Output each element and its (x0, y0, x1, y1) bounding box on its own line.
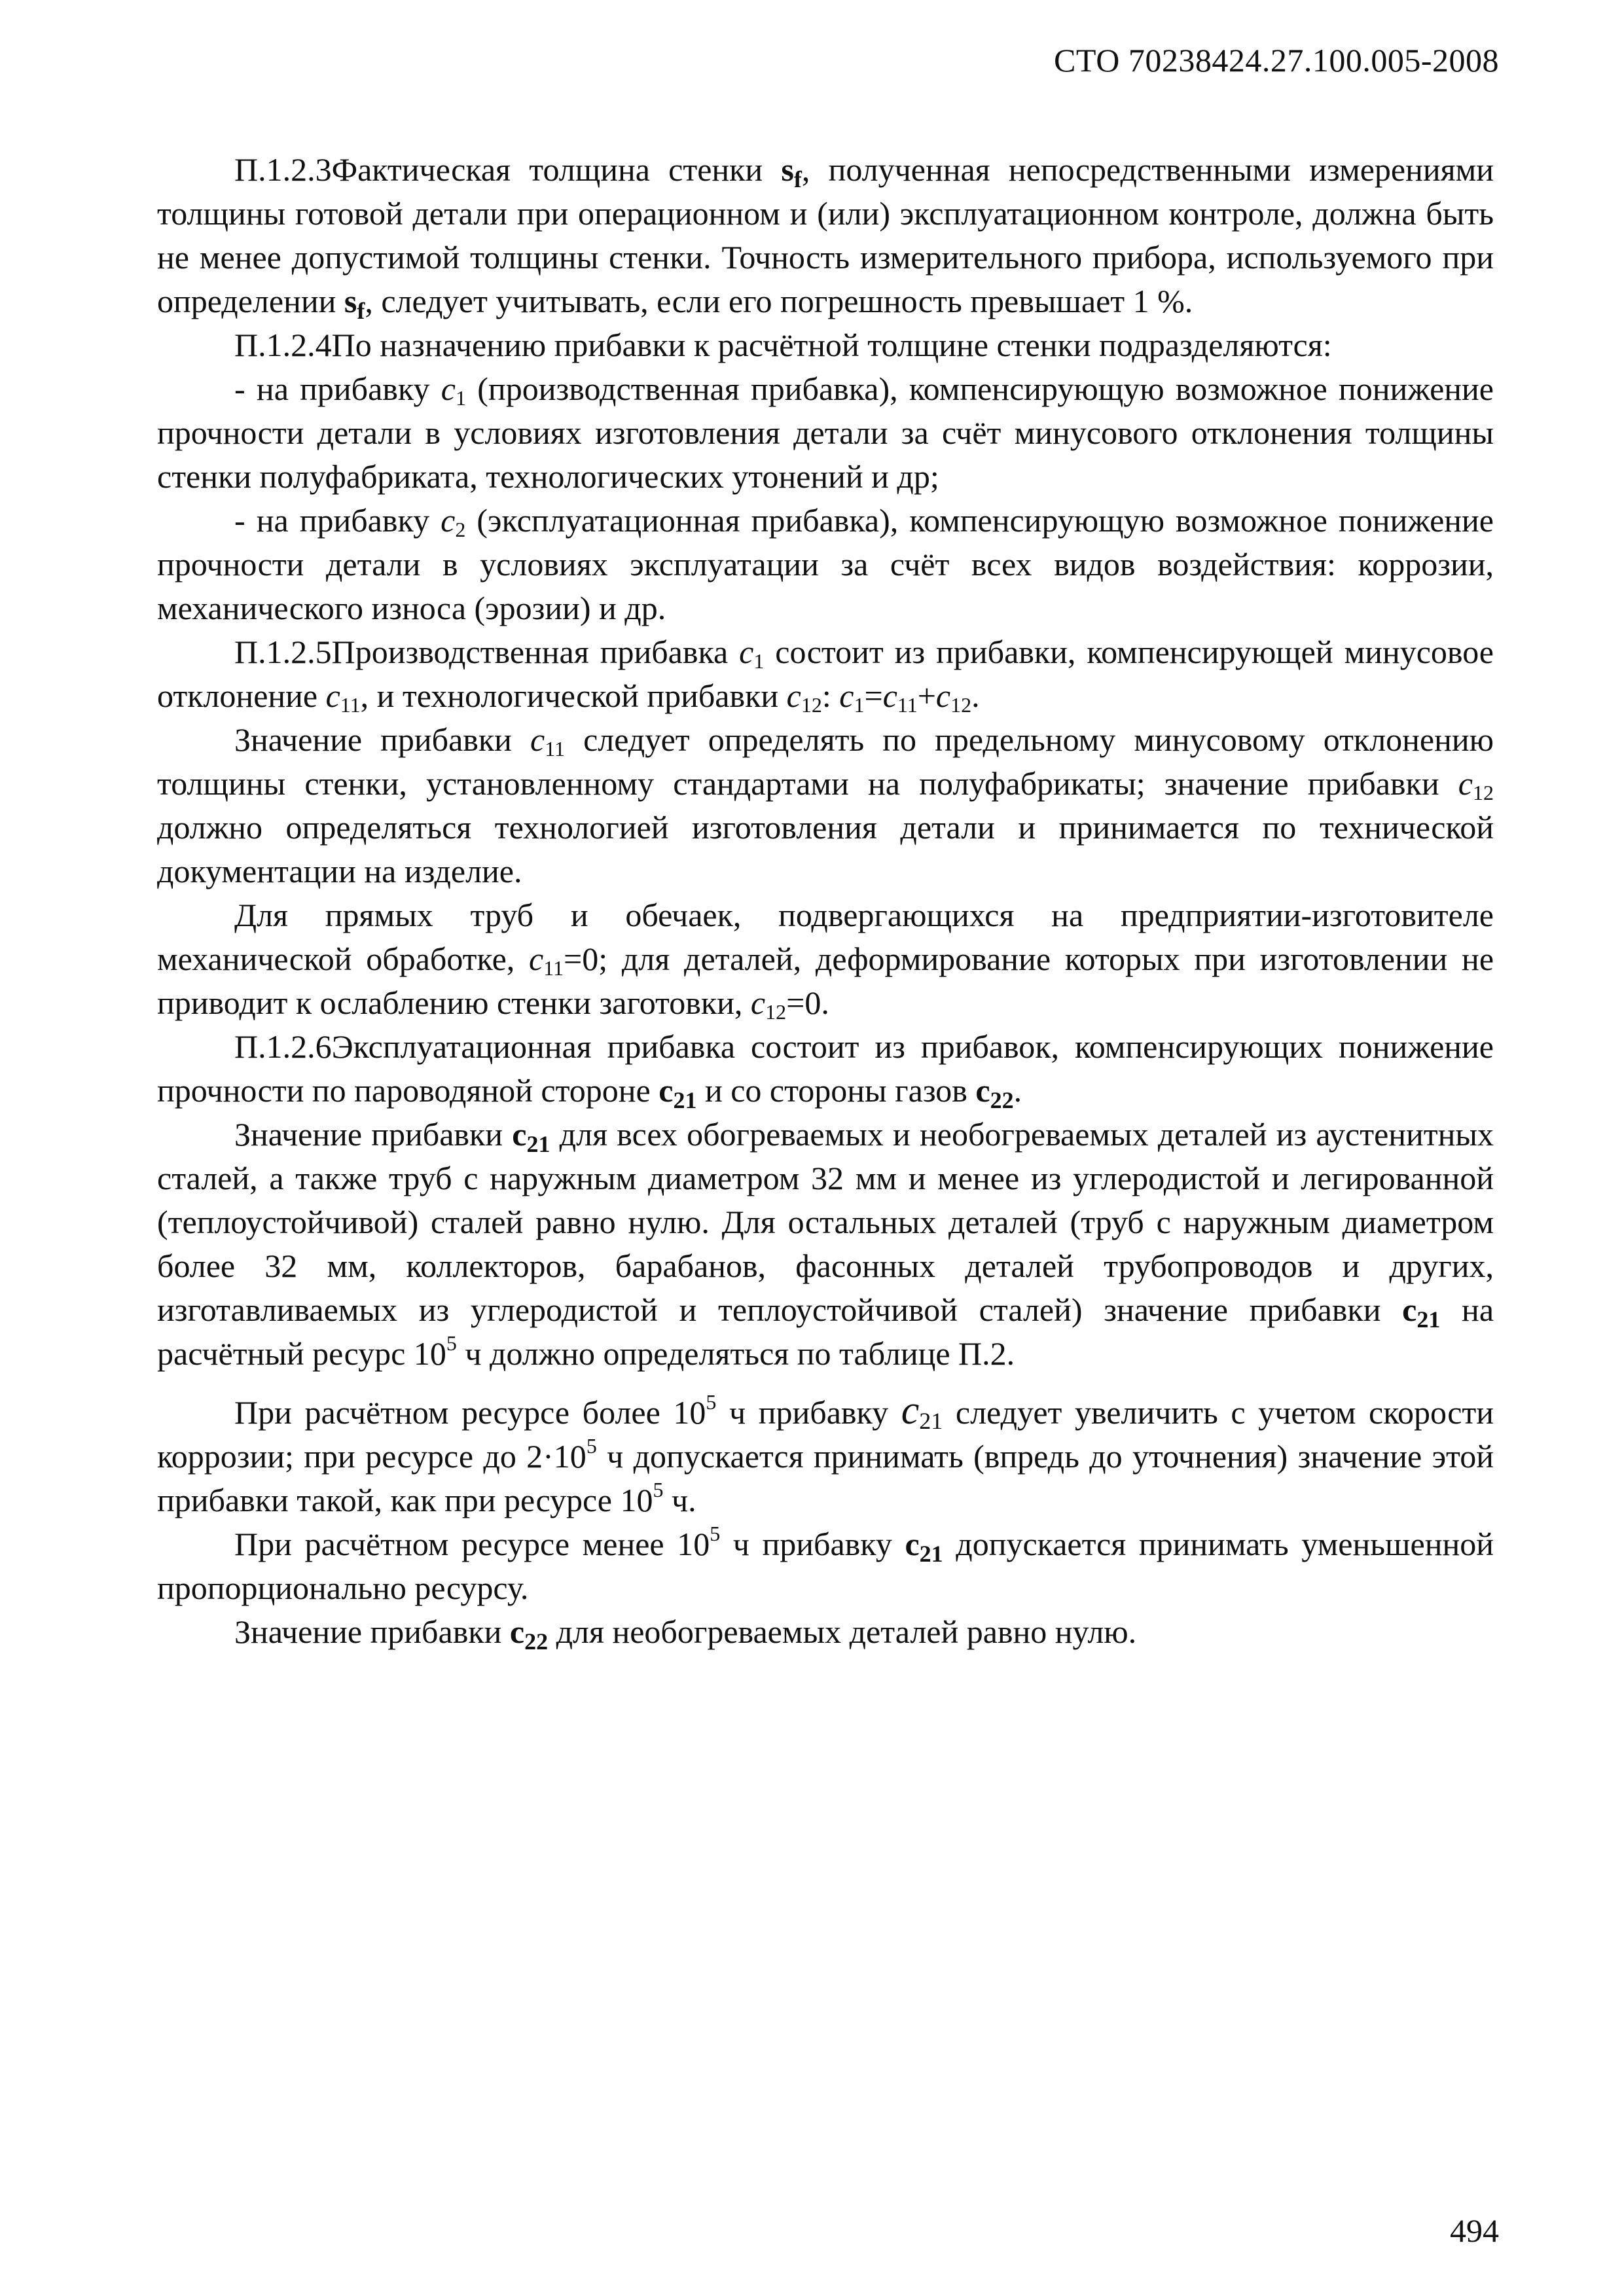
text-run: ч должно определяться по таблице П.2. (456, 1335, 1015, 1372)
document-code-header: СТО 70238424.27.100.005-2008 (1054, 42, 1499, 79)
symbol-subscript: 1 (456, 386, 466, 410)
text-run: состоит из прибавки, компенсирующей минусовое отклонение (157, 634, 1494, 714)
symbol-subscript: 12 (765, 1000, 787, 1024)
symbol-c2 (441, 502, 465, 539)
exponent: 5 (710, 1522, 721, 1545)
paragraph-resource-above (157, 1389, 1494, 1522)
page-number: 494 (1450, 2212, 1499, 2249)
text-run: Значение прибавки (234, 721, 531, 758)
text-run: - на прибавку (234, 502, 441, 539)
symbol-letter: c (786, 677, 801, 714)
text-run: должно определяться технологией изготовления детали и принимается по технической документации на изделие. (157, 809, 1494, 889)
symbol-c11 (530, 721, 566, 761)
text-run: Значение прибавки (234, 1116, 513, 1153)
symbol-letter: s (781, 151, 794, 188)
text-run: для всех обогреваемых и необогреваемых деталей из аустенитных сталей, а также труб с наружным диаметром 32 мм и менее из углеродистой и легированной (теплоустойчивой) сталей равно нулю. Для остальных деталей (труб с наружным диаметром более 32 мм, коллекторов, барабанов, фасонных деталей трубопроводов и других, изготавливаемых из углеродистой и теплоустойчивой сталей) значение прибавки (157, 1116, 1494, 1328)
symbol-subscript: 12 (950, 693, 972, 717)
text-run: (эксплуатационная прибавка), компенсирующую возможное понижение прочности детали в условиях эксплуатации за счёт всех видов воздействия: коррозии, механического износа (эрозии) и др. (157, 502, 1494, 626)
text-run: При расчётном ресурсе менее 10 (234, 1526, 710, 1562)
symbol-c1 (739, 634, 765, 673)
symbol-subscript: f (357, 298, 365, 324)
symbol-letter: c (905, 1526, 920, 1562)
text-run: =0. (786, 984, 829, 1021)
symbol-letter: c (441, 370, 456, 407)
text-run: допускается принимать уменьшенной пропорционально ресурсу. (157, 1526, 1494, 1606)
list-item-c2 (157, 499, 1494, 630)
symbol-sf (344, 283, 365, 324)
symbol-subscript: 1 (753, 649, 765, 673)
list-item-c1 (157, 367, 1494, 499)
symbol-sf (781, 151, 802, 192)
symbol-subscript: f (793, 166, 802, 192)
text-run: ч прибавку (716, 1394, 901, 1431)
text-run: - на прибавку (234, 370, 441, 407)
text-run: ч. (663, 1482, 696, 1518)
paragraph-1-2-3 (157, 148, 1494, 323)
symbol-c1 (839, 677, 865, 717)
paragraph-1-2-4: П.1.2.4По назначению прибавки к расчётной толщине стенки подразделяются: (234, 327, 1332, 363)
symbol-letter: c (512, 1116, 527, 1153)
text-run: для необогреваемых деталей равно нулю. (548, 1613, 1137, 1650)
symbol-c12 (786, 677, 822, 717)
symbol-subscript: 21 (919, 1408, 943, 1434)
symbol-c21 (512, 1116, 550, 1157)
text-run: Для прямых труб и обечаек, подвергающихся на предприятии-изготовителе механической обработке, (157, 897, 1494, 977)
document-body (157, 148, 1494, 1654)
paragraph-c11-value (157, 718, 1494, 893)
text-run: Значение прибавки (234, 1613, 510, 1650)
symbol-letter: c (935, 677, 951, 714)
symbol-subscript: 12 (1473, 781, 1494, 804)
symbol-letter: c (1458, 765, 1473, 802)
text-run: , полученная непосредственными измерениями толщины готовой детали при операционном и (или) эксплуатационном контроле, должна быть не менее допустимой толщины стенки. Точность измерительного прибора, используемого при определении (157, 151, 1494, 319)
text-run: П.1.2.6Эксплуатационная прибавка состоит из прибавок, компенсирующих понижение прочности по пароводяной стороне (157, 1028, 1494, 1109)
symbol-subscript: 11 (543, 956, 564, 980)
symbol-subscript: 2 (455, 518, 466, 541)
exponent: 5 (586, 1434, 597, 1458)
symbol-c11 (529, 941, 564, 980)
symbol-c21 (659, 1072, 697, 1113)
symbol-letter: c (1402, 1291, 1417, 1328)
symbol-c22 (509, 1613, 549, 1655)
exponent: 5 (446, 1331, 457, 1355)
symbol-letter: c (441, 502, 456, 539)
paragraph-c22-value (157, 1610, 1494, 1654)
equals-sign: = (864, 677, 883, 714)
symbol-letter: s (344, 283, 357, 319)
symbol-letter: c (325, 677, 340, 714)
paragraph-straight-pipes (157, 893, 1494, 1025)
symbol-letter: c (659, 1072, 674, 1109)
exponent: 5 (653, 1478, 664, 1501)
text-run: и со стороны газов (696, 1072, 976, 1109)
paragraph-1-2-6 (157, 1025, 1494, 1113)
symbol-subscript: 11 (897, 693, 918, 717)
symbol-c11 (325, 677, 361, 717)
text-run: на расчётный ресурс 10 (157, 1291, 1494, 1372)
text-run: следует определять по предельному минусовому отклонению толщины стенки, установленному стандартами на полуфабрикаты; значение прибавки (157, 721, 1494, 802)
symbol-c21 (905, 1526, 943, 1567)
symbol-c12 (935, 677, 972, 717)
text-run: . (1013, 1072, 1022, 1109)
text-run: следует увеличить с учетом скорости коррозии; при ресурсе до 2·10 (157, 1394, 1494, 1475)
text-run: =0; для деталей, деформирование которых при изготовлении не приводит к ослаблению стенки заготовки, (157, 941, 1494, 1021)
text-run: , следует учитывать, если его погрешность превышает 1 %. (365, 283, 1193, 319)
symbol-letter: c (739, 634, 754, 670)
symbol-c21 (1402, 1291, 1441, 1333)
symbol-c12 (1458, 765, 1494, 802)
text-run: . (971, 677, 980, 714)
symbol-subscript: 21 (1416, 1306, 1441, 1333)
text-run: При расчётном ресурсе более 10 (234, 1394, 706, 1431)
symbol-subscript: 21 (673, 1087, 697, 1113)
text-run: ч прибавку (720, 1526, 905, 1562)
symbol-c11 (882, 677, 918, 717)
symbol-letter: c (901, 1388, 920, 1433)
text-run: , и технологической прибавки (360, 677, 787, 714)
symbol-letter: c (750, 984, 766, 1021)
symbol-letter: c (509, 1613, 525, 1650)
text-run: (производственная прибавка), компенсирующую возможное понижение прочности детали в условиях изготовления детали за счёт минусового отклонения толщины стенки полуфабриката, технологических утонений и др; (157, 370, 1494, 495)
symbol-c21 (901, 1388, 943, 1433)
symbol-subscript: 11 (340, 693, 361, 717)
exponent: 5 (706, 1390, 717, 1414)
symbol-letter: c (975, 1072, 990, 1109)
symbol-letter: c (839, 677, 854, 714)
symbol-c12 (750, 984, 787, 1024)
text-run: П.1.2.5Производственная прибавка (234, 634, 740, 670)
text-run: : (821, 677, 840, 714)
symbol-c1 (441, 370, 466, 410)
symbol-subscript: 12 (801, 693, 822, 717)
paragraph-c21-value (157, 1113, 1494, 1376)
symbol-subscript: 22 (524, 1628, 549, 1655)
text-run: ч допускается принимать (впредь до уточнения) значение этой прибавки такой, как при ресурсе 10 (157, 1438, 1494, 1518)
paragraph-resource-below (157, 1522, 1494, 1610)
plus-sign: + (917, 677, 936, 714)
symbol-subscript: 22 (990, 1087, 1014, 1113)
text-run: П.1.2.3Фактическая толщина стенки (234, 151, 782, 188)
symbol-letter: c (530, 721, 545, 758)
symbol-letter: c (529, 941, 544, 977)
paragraph-1-2-5 (157, 630, 1494, 718)
symbol-subscript: 1 (854, 693, 865, 717)
symbol-subscript: 11 (545, 737, 566, 761)
symbol-subscript: 21 (919, 1541, 943, 1567)
symbol-subscript: 21 (526, 1131, 550, 1157)
symbol-c22 (975, 1072, 1014, 1113)
symbol-letter: c (882, 677, 897, 714)
